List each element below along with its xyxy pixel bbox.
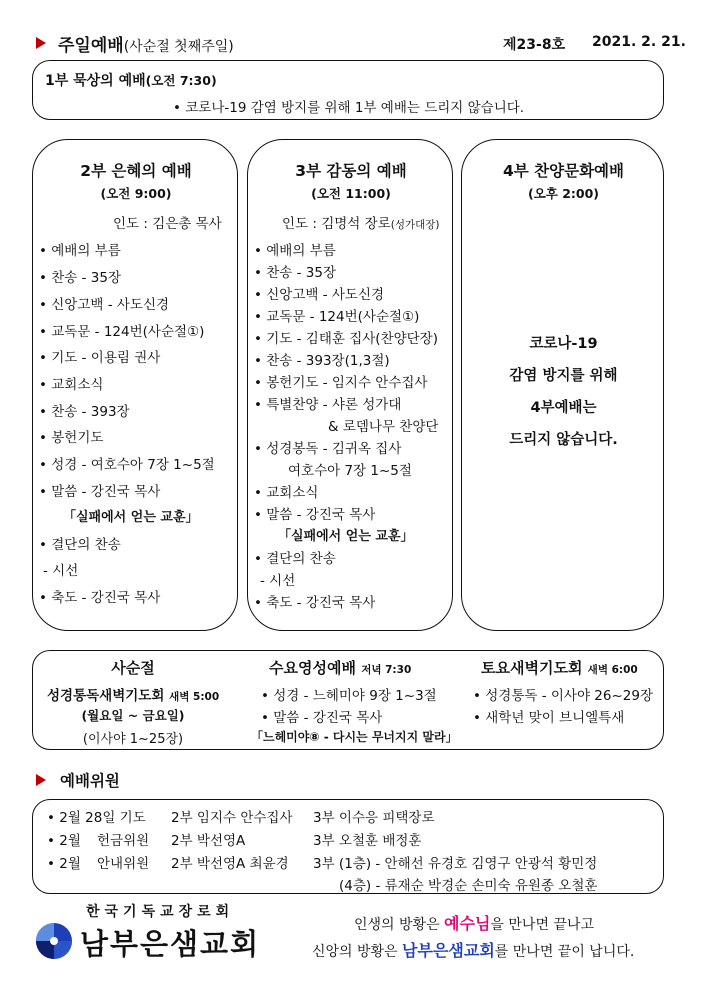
service3-order-item: • 축도 - 강진국 목사 [254, 595, 376, 611]
lent-days: (월요일 ~ 금요일) [81, 708, 185, 723]
officers-row2-second: 2부 박선영A [171, 833, 246, 849]
service2-title: 2부 은혜의 예배 [80, 162, 192, 180]
officers-heading: 예배위원 [60, 772, 120, 790]
service3-order-item: • 교회소식 [254, 485, 319, 501]
service3-time: (오전 11:00) [311, 186, 391, 201]
service1-notice: • 코로나-19 감염 방지를 위해 1부 예배는 드리지 않습니다. [173, 100, 525, 116]
weekday-box [32, 650, 664, 750]
service3-order-item: • 결단의 찬송 [254, 551, 336, 567]
service3-order-item: & 로뎀나무 찬양단 [328, 419, 439, 435]
lent-subtitle: 성경통독새벽기도회 새벽 5:00 [47, 688, 220, 704]
service2-box [32, 139, 238, 631]
wednesday-item-1: • 성경 - 느헤미야 9장 1~3절 [261, 688, 437, 704]
service2-leader: 인도 : 김은총 목사 [113, 216, 222, 232]
service2-order-item: • 말씀 - 강진국 목사 [39, 484, 161, 500]
service2-order-item: • 교회소식 [39, 377, 104, 393]
service2-order-item: • 봉헌기도 [39, 430, 104, 446]
service2-order-item: • 성경 - 여호수아 7장 1~5절 [39, 457, 215, 473]
page-title [58, 31, 234, 56]
service3-title: 3부 감동의 예배 [295, 162, 407, 180]
section-marker-icon [36, 774, 46, 786]
officers-row1-second: 2부 임지수 안수집사 [171, 810, 293, 826]
officers-row2-third: 3부 오철훈 배정훈 [313, 833, 422, 849]
service4-notice-1: 코로나-19 [529, 336, 598, 352]
service3-order-item: 여호수아 7장 1~5절 [288, 463, 412, 479]
lent-title: 사순절 [111, 659, 155, 677]
service3-order-item: • 신앙고백 - 사도신경 [254, 287, 385, 303]
service3-order-item: • 찬송 - 35장 [254, 265, 337, 281]
service1-title: 1부 묵상의 예배(오전 7:30) [45, 73, 217, 89]
service3-order-item: • 교독문 - 124번(사순절①) [254, 309, 420, 325]
service2-order-item: • 예배의 부름 [39, 243, 121, 259]
service4-notice-4: 드리지 않습니다. [509, 432, 618, 448]
service4-title: 4부 찬양문화예배 [503, 162, 624, 180]
officers-row1-date: • 2월 28일 기도 [47, 810, 146, 826]
service2-order-item: • 축도 - 강진국 목사 [39, 590, 161, 606]
wednesday-title: 수요영성예배 저녁 7:30 [269, 659, 412, 677]
church-logo-icon [34, 921, 74, 961]
service2-order-item: • 찬송 - 393장 [39, 404, 130, 420]
issue-number: 제23-8호 [503, 37, 566, 53]
officers-row3-third: 3부 (1층) - 안해선 유경호 김영구 안광석 황민정 [313, 856, 598, 872]
officers-row4-third: (4층) - 류재순 박경순 손미숙 유원종 오철훈 [339, 878, 598, 894]
slogan-line-1: 인생의 방황은 예수님을 만나면 끝나고 [354, 914, 594, 933]
title-text: 주일예배 [58, 36, 124, 56]
service3-box [247, 139, 453, 631]
officers-row3-role: 안내위원 [97, 856, 150, 872]
service3-order-item: - 시선 [260, 573, 296, 589]
saturday-item-2: • 새학년 맞이 브니엘특새 [473, 710, 625, 726]
wednesday-sermon: 「느헤미야⑧ - 다시는 무너지지 말라」 [251, 730, 458, 744]
officers-row3-date: • 2월 [47, 856, 81, 872]
service4-time: (오후 2:00) [527, 186, 600, 201]
service1-box [32, 60, 664, 120]
service3-order-item: • 예배의 부름 [254, 243, 336, 259]
service2-order-item: • 결단의 찬송 [39, 537, 121, 553]
service4-box [461, 139, 664, 631]
saturday-item-1: • 성경통독 - 이사야 26~29장 [473, 688, 653, 704]
officers-row3-second: 2부 박선영A 최윤경 [171, 856, 289, 872]
officers-row2-date: • 2월 [47, 833, 81, 849]
service3-order-item: • 봉헌기도 - 임지수 안수집사 [254, 375, 428, 391]
service2-time: (오전 9:00) [100, 186, 172, 201]
service2-order-item: - 시선 [43, 563, 79, 579]
church-name: 남부은샘교회 [80, 927, 261, 961]
service2-order-item: • 기도 - 이용림 권사 [39, 350, 161, 366]
officers-row2-role: 헌금위원 [97, 833, 150, 849]
service2-order-item: • 교독문 - 124번(사순절①) [39, 324, 205, 340]
service2-order-item: 「실패에서 얻는 교훈」 [63, 510, 199, 525]
service3-order-item: • 성경봉독 - 김귀옥 집사 [254, 441, 402, 457]
service3-order-item: • 특별찬양 - 샤론 성가대 [254, 397, 402, 413]
service3-order-item: • 기도 - 김태훈 집사(찬양단장) [254, 331, 438, 347]
service4-notice-2: 감염 방지를 위해 [509, 368, 618, 384]
wednesday-item-2: • 말씀 - 강진국 목사 [261, 710, 383, 726]
officers-row1-third: 3부 이수응 피택장로 [313, 810, 435, 826]
service3-order-item: 「실패에서 얻는 교훈」 [278, 529, 414, 544]
officers-box [32, 799, 664, 894]
denomination-name: 한국기독교장로회 [86, 904, 235, 920]
title-subtitle: (사순절 첫째주일) [123, 39, 234, 55]
section-marker-icon [36, 37, 46, 49]
service3-order-item: • 말씀 - 강진국 목사 [254, 507, 376, 523]
service2-order-item: • 찬송 - 35장 [39, 270, 122, 286]
service2-order-item: • 신앙고백 - 사도신경 [39, 297, 170, 313]
service4-notice-3: 4부예배는 [530, 400, 597, 416]
service3-leader: 인도 : 김명석 장로(성가대장) [282, 216, 440, 232]
lent-scripture: (이사야 1~25장) [82, 732, 184, 747]
slogan-line-2: 신앙의 방황은 남부은샘교회를 만나면 끝이 납니다. [312, 941, 635, 960]
issue-date: 2021. 2. 21. [592, 34, 686, 50]
service3-order-item: • 찬송 - 393장(1,3절) [254, 353, 390, 369]
saturday-title: 토요새벽기도회 새벽 6:00 [481, 659, 638, 677]
